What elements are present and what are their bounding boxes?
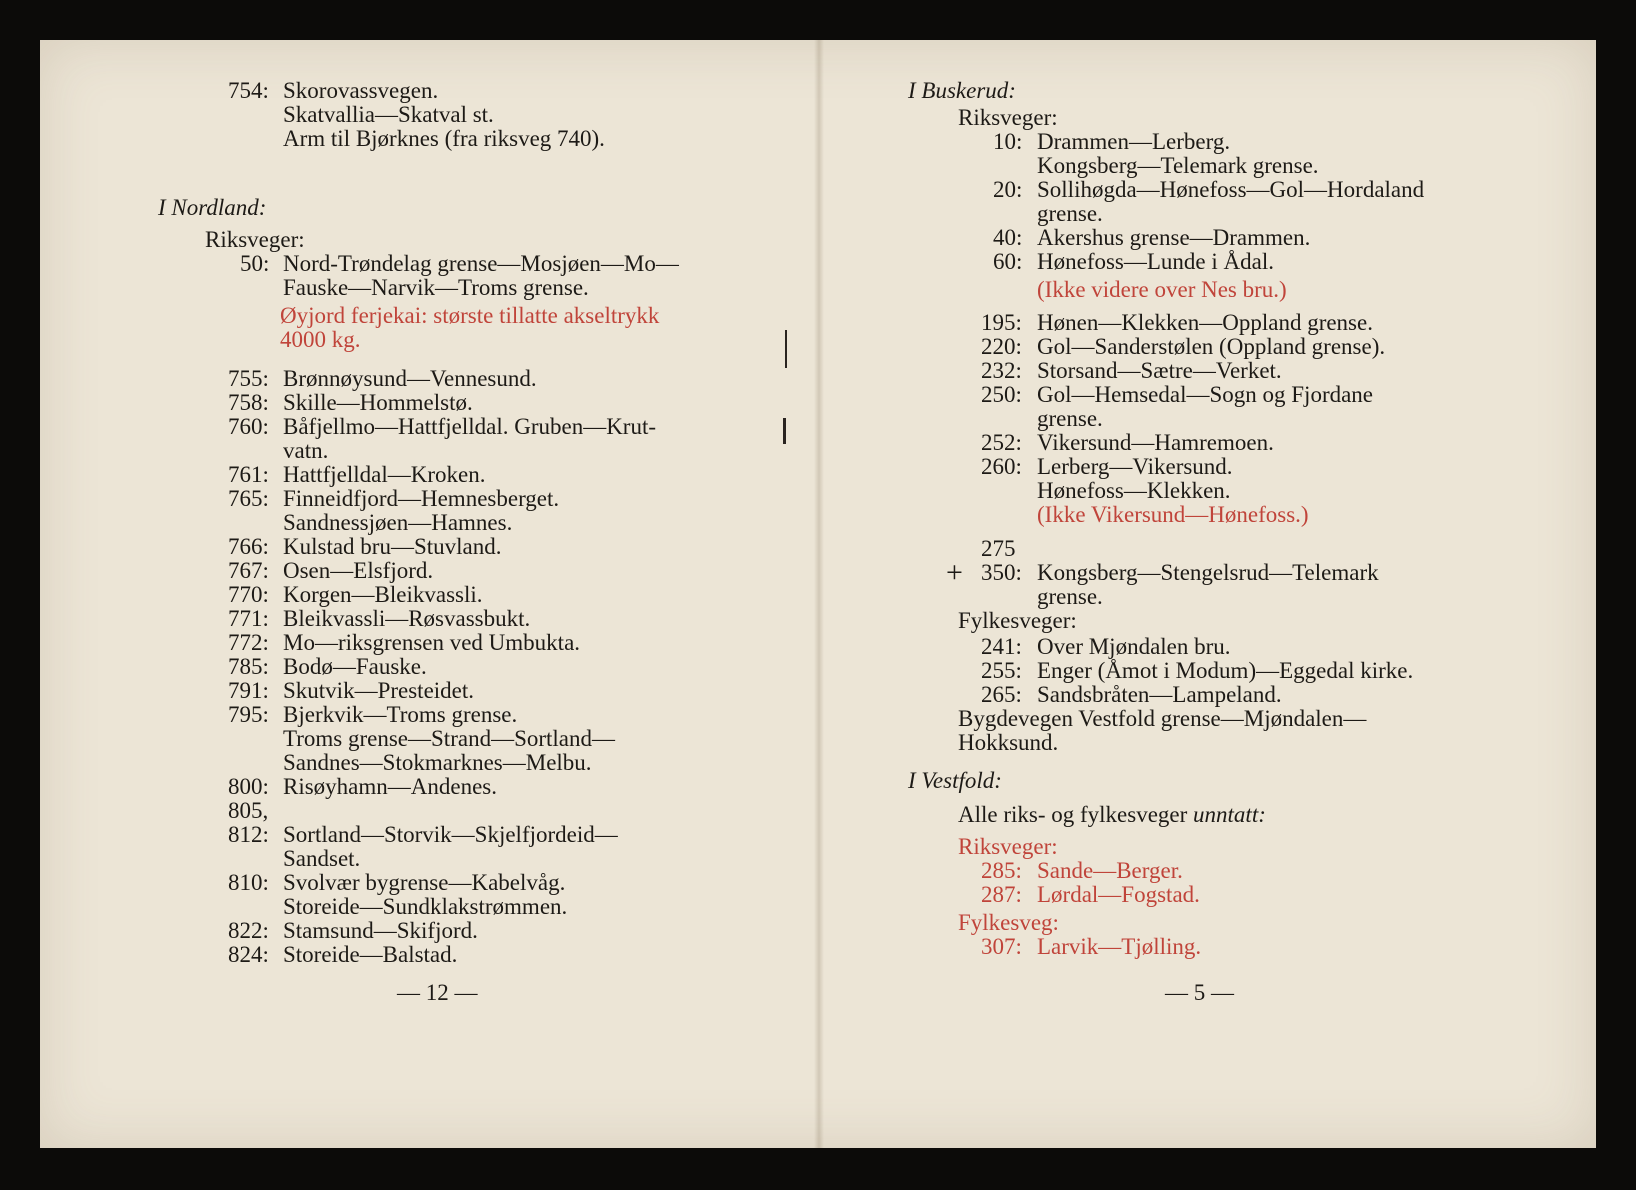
entry-text: Hønefoss—Klekken. [1037,478,1231,503]
entry-number: 766: [228,534,269,559]
entry-text: Stamsund—Skifjord. [283,918,478,943]
riksveger-label: Riksveger: [205,227,305,252]
entry-text: Larvik—Tjølling. [1037,934,1202,959]
entry-number: 760: [228,414,269,439]
entry-text: Hønefoss—Lunde i Ådal. [1037,249,1274,274]
page-number-left: — 12 — [397,980,478,1005]
entry-text: Sollihøgda—Hønefoss—Gol—Hordaland [1037,177,1425,202]
entry-number: 795: [228,702,269,727]
entry-number: 758: [228,390,269,415]
entry-text: Sande—Berger. [1037,858,1183,883]
entry-number: 805, [228,798,269,823]
entry-number: 810: [228,870,269,895]
entry-text: Sortland—Storvik—Skjelfjordeid— [283,822,618,847]
vestfold-intro-text: Alle riks- og fylkesveger [958,802,1188,827]
entry-number: 765: [228,486,269,511]
entry-text: Arm til Bjørknes (fra riksveg 740). [283,126,605,151]
entry-text: Enger (Åmot i Modum)—Eggedal kirke. [1037,658,1414,683]
print-mark [783,418,786,444]
entry-text: Vikersund—Hamremoen. [1037,430,1274,455]
entry-number: 350: [981,560,1022,585]
entry-number: 822: [228,918,269,943]
entry-text: Fauske—Narvik—Troms grense. [283,275,589,300]
entry-text: Storeide—Balstad. [283,942,458,967]
entry-text: Storeide—Sundklakstrømmen. [283,894,568,919]
entry-text: grense. [1037,201,1103,226]
entry-text: Skatvallia—Skatval st. [283,102,494,127]
entry-text: Korgen—Bleikvassli. [283,582,483,607]
entry-number: 307: [981,934,1022,959]
entry-text: Hattfjelldal—Kroken. [283,462,486,487]
entry-number: 755: [228,366,269,391]
entry-number: 241: [981,634,1022,659]
region-heading-nordland: I Nordland: [158,195,267,220]
entry-text: Gol—Hemsedal—Sogn og Fjordane [1037,382,1374,407]
entry-text: Skorovassvegen. [283,78,439,103]
entry-text: Sandset. [283,846,361,871]
entry-text: Osen—Elsfjord. [283,558,434,583]
entry-number: 195: [981,310,1022,335]
entry-text: Mo—riksgrensen ved Umbukta. [283,630,581,655]
entry-number: 250: [981,382,1022,407]
entry-number: 761: [228,462,269,487]
entry-number: 252: [981,430,1022,455]
entry-number: 260: [981,454,1022,479]
entry-text: Nord-Trøndelag grense—Mosjøen—Mo— [283,251,679,276]
red-note: (Ikke Vikersund—Hønefoss.) [1037,502,1309,527]
entry-text: Båfjellmo—Hattfjelldal. Gruben—Krut- [283,414,657,439]
bygdevegen-text: Bygdevegen Vestfold grense—Mjøndalen— [958,706,1367,731]
entry-number: 275 [981,536,1016,561]
entry-text: Bodø—Fauske. [283,654,427,679]
entry-number: 812: [228,822,269,847]
right-page [823,40,1596,1148]
entry-number: 60: [993,249,1023,274]
entry-text: Over Mjøndalen bru. [1037,634,1231,659]
entry-text: Hønen—Klekken—Oppland grense. [1037,310,1373,335]
entry-text: Storsand—Sætre—Verket. [1037,358,1282,383]
riksveger-label: Riksveger: [958,105,1058,130]
page-number-right: — 5 — [1165,980,1234,1005]
entry-number: 754: [228,78,269,103]
region-heading-buskerud: I Buskerud: [908,78,1016,103]
vestfold-riksveger-label: Riksveger: [958,834,1058,859]
plus-mark: + [946,556,963,589]
entry-text: Drammen—Lerberg. [1037,129,1231,154]
entry-text: Brønnøysund—Vennesund. [283,366,537,391]
entry-text: grense. [1037,406,1103,431]
entry-number: 220: [981,334,1022,359]
entry-text: Troms grense—Strand—Sortland— [283,726,616,751]
entry-number: 265: [981,682,1022,707]
entry-number: 255: [981,658,1022,683]
entry-number: 285: [981,858,1022,883]
entry-text: Svolvær bygrense—Kabelvåg. [283,870,566,895]
entry-number: 40: [993,225,1023,250]
entry-text: Skille—Hommelstø. [283,390,473,415]
vestfold-fylkesveg-label: Fylkesveg: [958,910,1059,935]
entry-number: 232: [981,358,1022,383]
entry-number: 824: [228,942,269,967]
entry-text: Risøyhamn—Andenes. [283,774,498,799]
entry-number: 800: [228,774,269,799]
entry-number: 10: [993,129,1023,154]
entry-number: 20: [993,177,1023,202]
book-spread [40,40,1596,1148]
entry-text: Akershus grense—Drammen. [1037,225,1311,250]
red-note: Øyjord ferjekai: største tillatte akseltrykk [280,303,660,328]
entry-number: 785: [228,654,269,679]
entry-text: Lørdal—Fogstad. [1037,882,1200,907]
entry-text: Sandsbråten—Lampeland. [1037,682,1282,707]
entry-text: Lerberg—Vikersund. [1037,454,1233,479]
entry-text: Sandnes—Stokmarknes—Melbu. [283,750,592,775]
entry-text: vatn. [283,438,329,463]
entry-number: 287: [981,882,1022,907]
entry-number: 772: [228,630,269,655]
entry-number: 770: [228,582,269,607]
bygdevegen-text: Hokksund. [958,730,1059,755]
entry-text: grense. [1037,584,1103,609]
entry-text: Bleikvassli—Røsvassbukt. [283,606,531,631]
entry-number: 50: [240,251,270,276]
red-note: (Ikke videre over Nes bru.) [1037,277,1287,302]
vestfold-intro [958,802,1266,827]
entry-text: Bjerkvik—Troms grense. [283,702,518,727]
entry-number: 791: [228,678,269,703]
entry-text: Kongsberg—Telemark grense. [1037,153,1319,178]
entry-text: Kongsberg—Stengelsrud—Telemark [1037,560,1379,585]
left-page [40,40,815,1148]
region-heading-vestfold: I Vestfold: [908,768,1002,793]
entry-number: 767: [228,558,269,583]
entry-text: Skutvik—Presteidet. [283,678,475,703]
entry-number: 771: [228,606,269,631]
print-mark [785,330,787,368]
entry-text: Finneidfjord—Hemnesberget. [283,486,560,511]
entry-text: Kulstad bru—Stuvland. [283,534,502,559]
red-note: 4000 kg. [280,327,361,352]
entry-text: Sandnessjøen—Hamnes. [283,510,513,535]
vestfold-intro-italic: unntatt: [1193,802,1266,827]
fylkesveger-label: Fylkesveger: [958,608,1077,633]
entry-text: Gol—Sanderstølen (Oppland grense). [1037,334,1386,359]
